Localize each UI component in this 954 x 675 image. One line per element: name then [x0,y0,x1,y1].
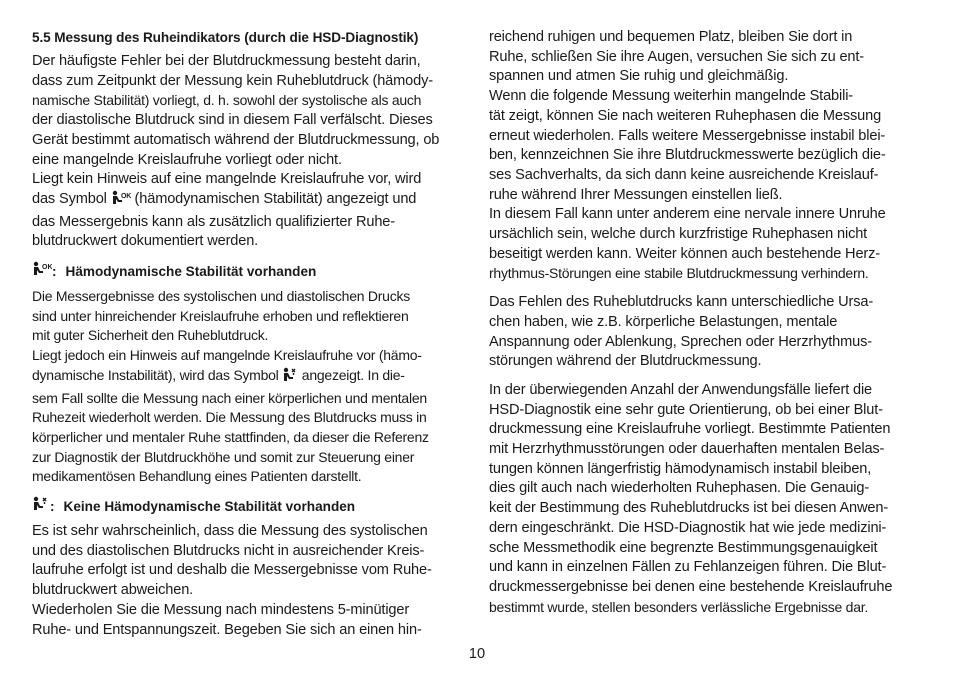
text-line: tät zeigt, können Sie nach weiteren Ruhephasen die Messung [489,107,882,124]
unstable-person-icon [32,496,50,518]
text-line: ruhe während Ihrer Messungen einstellen ließ. [489,186,783,203]
text-line: blutdruckwert abweichen. [32,582,194,599]
text-line: bestimmt wurde, stellen besonders verlässliche Ergebnisse dar. [489,598,869,615]
text-span: (hämodynamischen Stabilität) angezeigt und [130,190,417,207]
text-line: dies gilt auch nach wiederholten Ruhephasen. Die Genauig- [489,480,870,497]
subheading-unstable [32,496,472,518]
ok-label: OK [120,192,131,200]
text-line: keit der Bestimmung des Ruheblutdrucks ist bei diesen Anwen- [489,500,889,517]
continuation-paragraph [489,28,929,284]
stable-paragraph [32,287,472,487]
causes-paragraph [489,293,929,372]
text-line: sche Messmethodik eine begrenzte Bestimmungsgenauigkeit [489,539,878,556]
text-line: mit guter Sicherheit den Ruheblutdruck. [32,327,269,344]
text-line: erneut wiederholen. Falls weitere Messergebnisse instabil blei- [489,127,886,144]
text-line: HSD-Diagnostik eine sehr gute Orientierung, ob bei einer Blut- [489,401,883,418]
intro-paragraph [32,52,472,170]
text-line: Es ist sehr wahrscheinlich, dass die Messung des systolischen [32,523,428,540]
text-line: körperlicher und mentaler Ruhe stattfinden, da dieser die Referenz [32,428,429,445]
accuracy-paragraph [489,381,929,617]
text-line: Ruhe, schließen Sie ihre Augen, versuchen Sie sich zu ent- [489,48,865,65]
right-column [489,28,929,617]
text-line-with-icon [32,366,472,389]
text-span: angezeigt. In die- [298,366,405,383]
ok-label: OK [42,264,52,272]
symbol-paragraph [32,170,472,252]
stable-person-icon [32,261,52,283]
text-line: sem Fall sollte die Messung nach einer körperlichen und mentalen [32,389,427,406]
text-span: das Symbol [32,190,111,207]
page-number: 10 [468,646,486,662]
text-line: das Messergebnis kann als zusätzlich qualifizierter Ruhe- [32,213,395,230]
colon: : [52,264,57,280]
text-line: ses Sachverhalts, da sich dann keine ausreichende Kreislauf- [489,166,879,183]
stable-person-icon [111,190,131,213]
text-line: Die Messergebnisse des systolischen und diastolischen Drucks [32,288,410,305]
text-line: und kann in einzelnen Fällen zu Fehlanzeigen führen. Die Blut- [489,559,887,576]
unstable-paragraph [32,522,472,640]
unstable-person-icon [282,367,298,389]
text-line: Wiederholen Sie die Messung nach mindestens 5-minütiger [32,601,410,618]
colon: : [50,499,55,515]
text-line: laufruhe erfolgt ist und deshalb die Messergebnisse vom Ruhe- [32,562,432,579]
text-line: ursächlich sein, welche durch kurzfristige Ruhephasen nicht [489,226,868,243]
text-line: reichend ruhigen und bequemen Platz, bleiben Sie dort in [489,29,853,45]
text-line: ben, kennzeichnen Sie ihre Blutdruckmesswerte bezüglich die- [489,147,886,164]
text-line: Ruhe- und Entspannungszeit. Begeben Sie sich an einen hin- [32,621,422,638]
text-line: Der häufigste Fehler bei der Blutdruckmessung besteht darin, [32,53,421,69]
text-line: Liegt jedoch ein Hinweis auf mangelnde Kreislaufruhe vor (hämo- [32,347,422,364]
text-line: zur Diagnostik der Blutdruckhöhe und somit zur Steuerung einer [32,448,415,465]
text-line: dass zum Zeitpunkt der Messung kein Ruheblutdruck (hämody- [32,72,433,89]
text-line: In der überwiegenden Anzahl der Anwendungsfälle liefert die [489,381,873,398]
text-line: In diesem Fall kann unter anderem eine nervale innere Unruhe [489,206,886,223]
text-line: medikamentösen Behandlung eines Patienten darstellt. [32,468,362,485]
text-line: der diastolische Blutdruck sind in diesem Fall verfälscht. Dieses [32,112,433,129]
text-line: Wenn die folgende Messung weiterhin mangelnde Stabili- [489,88,853,105]
subheading-title: Keine Hämodynamische Stabilität vorhanden [63,499,356,515]
text-line: Gerät bestimmt automatisch während der Blutdruckmessung, ob [32,131,440,148]
subheading-stable [32,261,472,283]
text-line: Ruhezeit wiederholt werden. Die Messung des Blutdrucks muss in [32,409,427,426]
text-line: störungen während der Blutdruckmessung. [489,353,762,370]
text-line: sind unter hinreichender Kreislaufruhe erhoben und reflektieren [32,307,409,324]
text-line: mit Herzrhythmusstörungen oder dauerhaften mentalen Belas- [489,441,885,458]
text-line: rhythmus-Störungen eine stabile Blutdruckmessung verhindern. [489,265,869,282]
text-line: Liegt kein Hinweis auf eine mangelnde Kreislaufruhe vor, wird [32,171,422,188]
text-line: spannen und atmen Sie ruhig und gleichmäßig. [489,68,789,85]
text-line: blutdruckwert dokumentiert werden. [32,233,259,250]
section-heading: 5.5 Messung des Ruheindikators (durch die HSD-Diagnostik) [32,30,419,45]
text-line: druckmessung eine Kreislaufruhe vorliegt. Bestimmte Patienten [489,421,891,438]
text-line: tungen können längerfristig hämodynamisch instabil bleiben, [489,460,872,477]
text-line: Anspannung oder Ablenkung, Sprechen oder Herzrhythmus- [489,333,872,350]
text-line: Das Fehlen des Ruheblutdrucks kann unterschiedliche Ursa- [489,294,874,311]
left-column [32,28,472,640]
text-line-with-icon [32,190,472,213]
text-line: dern eingeschränkt. Die HSD-Diagnostik hat wie jede medizini- [489,519,887,536]
text-span: dynamische Instabilität), wird das Symbol [32,366,283,383]
text-line: druckmessergebnisse bei denen eine bestehende Kreislaufruhe [489,578,893,595]
text-line: namische Stabilität) vorliegt, d. h. sowohl der systolische als auch [32,92,422,109]
text-line: beseitigt werden kann. Weiter können auch bestehende Herz- [489,245,880,262]
text-line: chen haben, wie z.B. körperliche Belastungen, mentale [489,313,838,330]
subheading-title: Hämodynamische Stabilität vorhanden [65,264,317,280]
text-line: eine mangelnde Kreislaufruhe vorliegt oder nicht. [32,151,342,168]
text-line: und des diastolischen Blutdrucks nicht in ausreichender Kreis- [32,542,425,559]
